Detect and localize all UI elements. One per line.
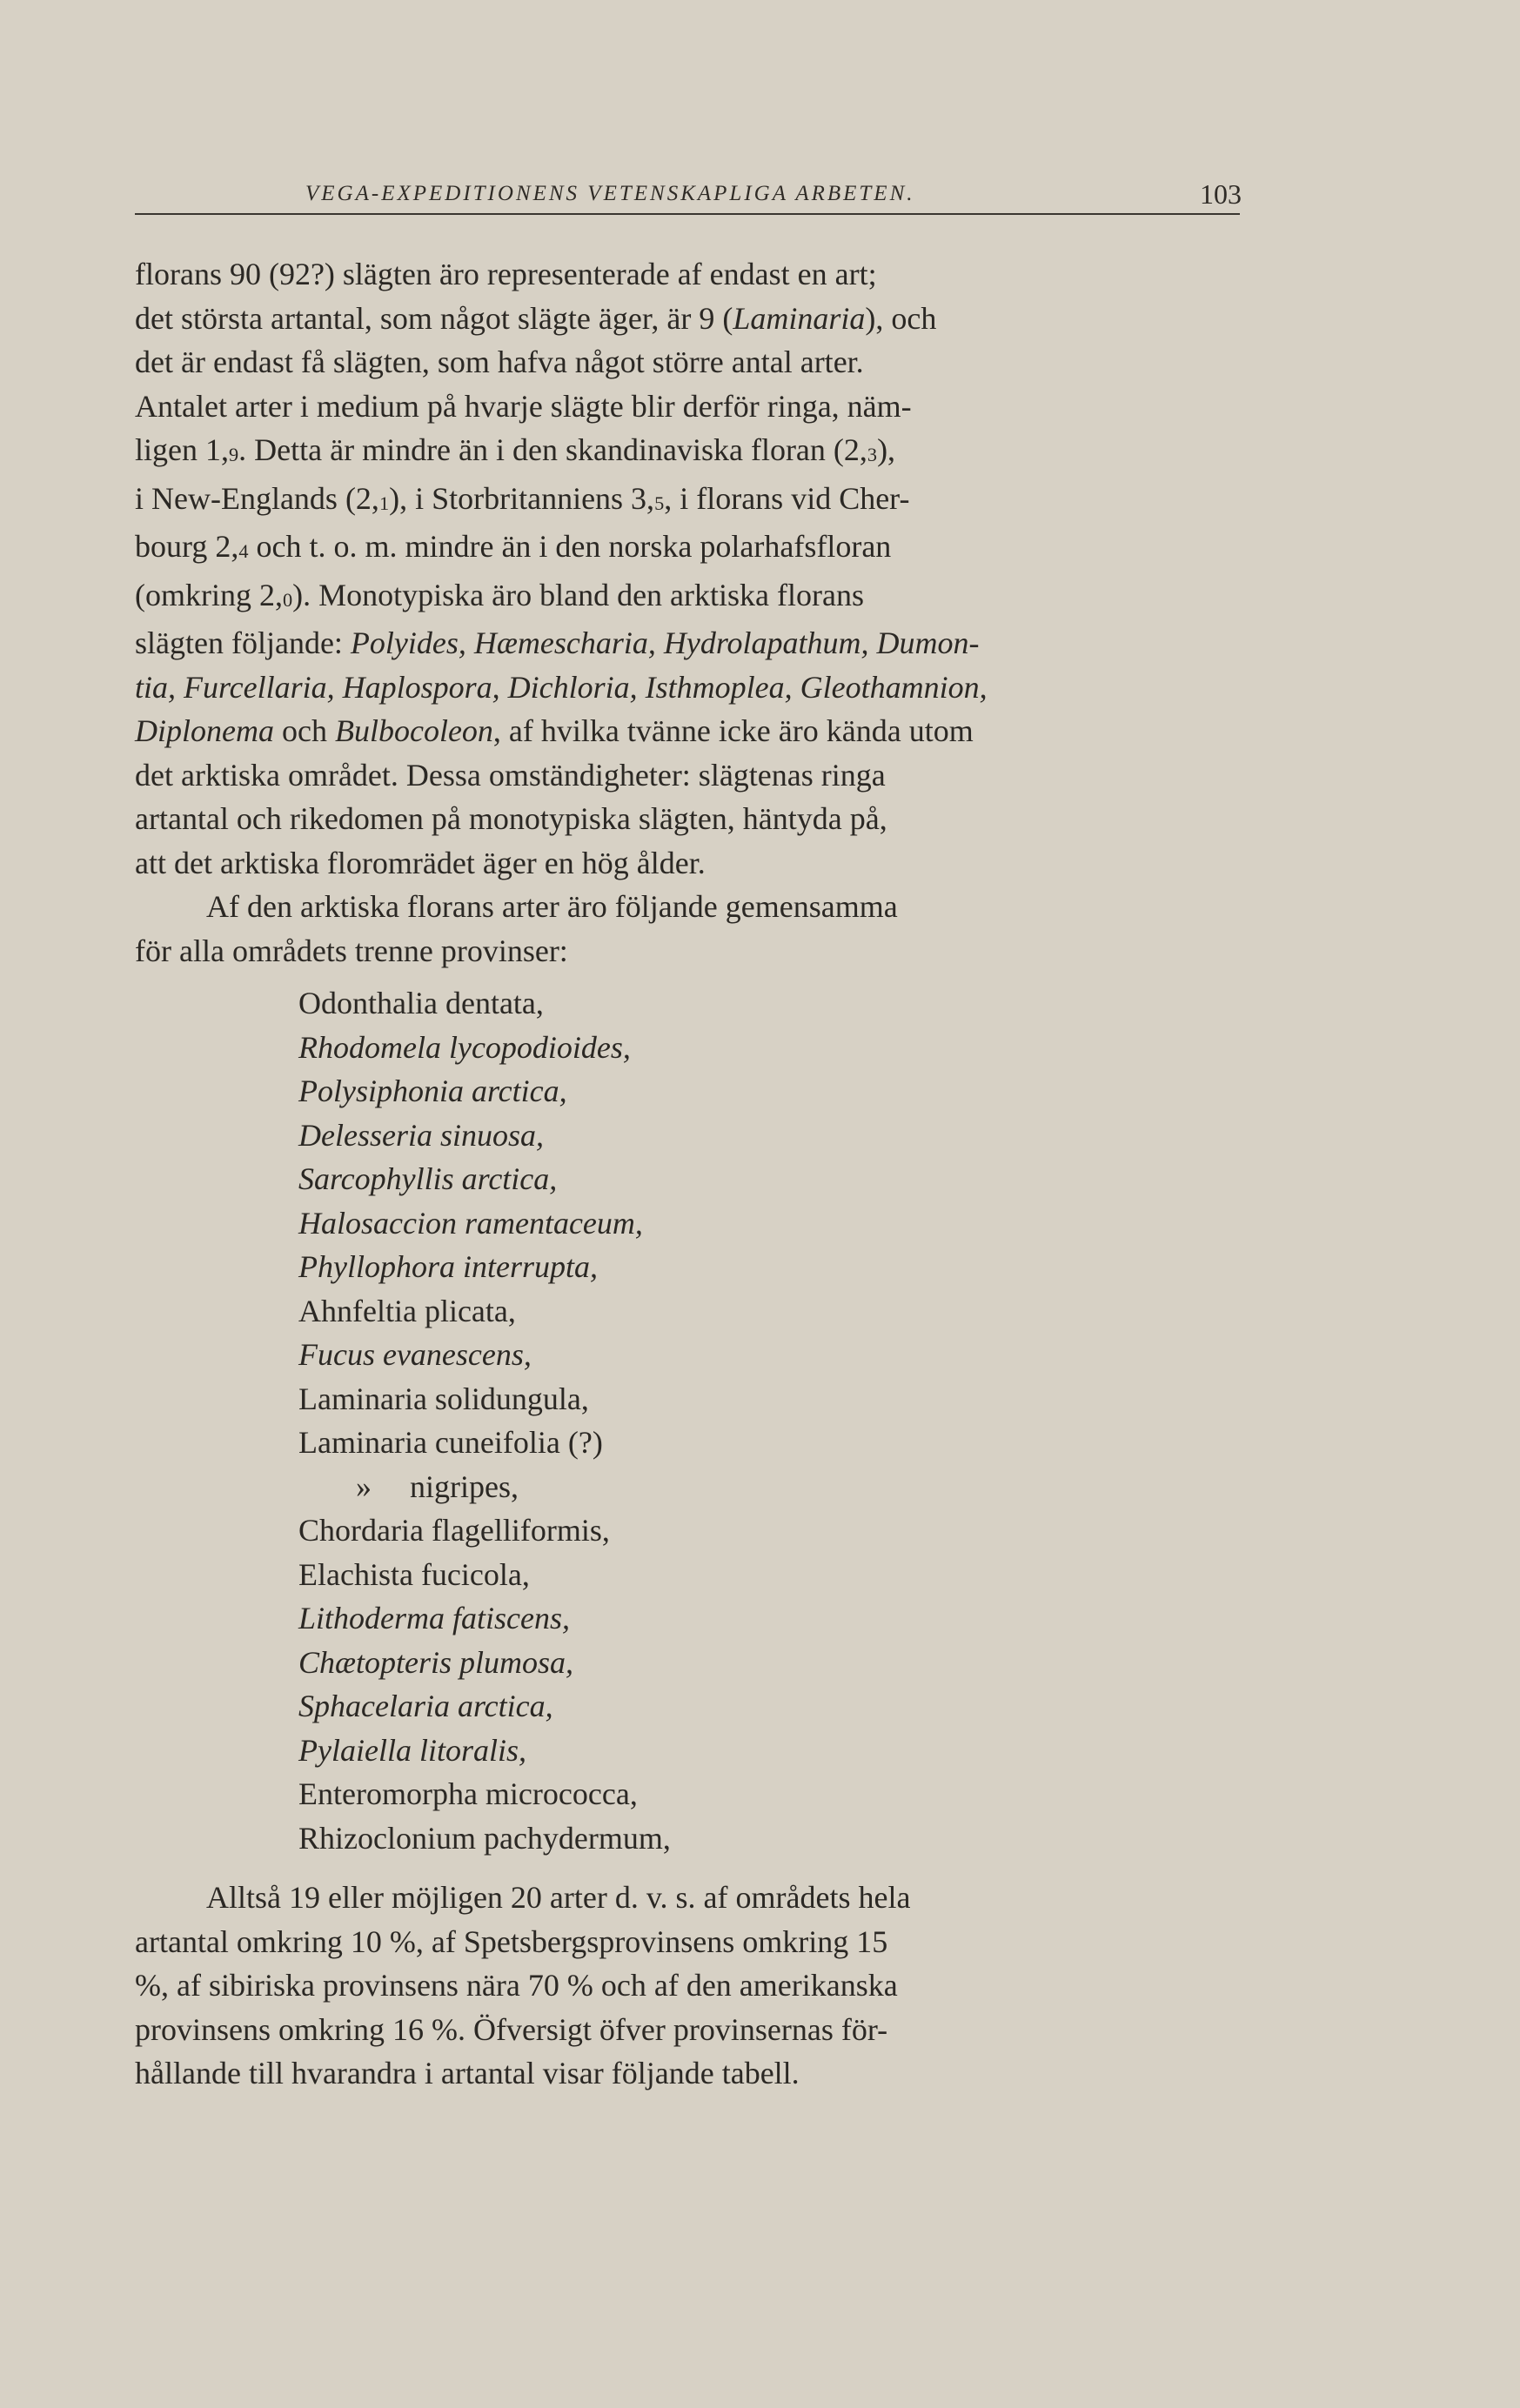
genus-names: Polyides, Hæmescharia, Hydrolapathum, Dumon- (350, 625, 980, 660)
text-run: för alla områdets trenne provinser: (135, 933, 568, 968)
text-run: artantal omkring 10 %, af Spetsbergsprovinsens omkring 15 (135, 1923, 888, 1959)
decimal-digit: 0 (282, 588, 293, 611)
text-run: artantal och rikedomen på monotypiska slägten, häntyda på, (135, 801, 887, 836)
text-run: , af hvilka tvänne icke äro kända utom (492, 713, 974, 748)
paragraph-genera-stats (135, 252, 1244, 885)
genus-names: tia, Furcellaria, Haplospora, Dichloria, Isthmoplea, Gleothamnion, (135, 669, 988, 705)
text-run: det arktiska området. Dessa omständigheter: slägtenas ringa (135, 757, 886, 793)
text-run: ligen 1, (135, 432, 229, 467)
species-item: Phyllophora interrupta, (298, 1249, 598, 1284)
species-name: nigripes, (410, 1468, 519, 1504)
species-item: Sarcophyllis arctica, (298, 1161, 558, 1196)
text-run: ), och (865, 300, 937, 336)
text-run: hållande till hvarandra i artantal visar följande tabell. (135, 2056, 800, 2090)
body-text (135, 252, 1244, 2096)
text-run: ). Monotypiska äro bland den arktiska florans (292, 577, 864, 612)
species-item: Rhodomela lycopodioides, (298, 1029, 631, 1065)
text-line (135, 621, 1244, 666)
species-item: Chætopteris plumosa, (298, 1644, 574, 1680)
species-item: Rhizoclonium pachydermum, (298, 1820, 671, 1856)
text-line (135, 2008, 1244, 2052)
text-line (135, 753, 1244, 798)
text-line (135, 885, 1244, 929)
text-run: att det arktiska floromrädet äger en hög ålder. (135, 845, 706, 880)
text-line (135, 573, 1244, 622)
text-run: (omkring 2, (135, 577, 283, 612)
species-item: Enteromorpha micrococca, (298, 1776, 638, 1811)
species-item: Halosaccion ramentaceum, (298, 1205, 643, 1241)
species-item: Laminaria solidungula, (298, 1381, 589, 1416)
text-line (135, 385, 1244, 429)
text-line (135, 1963, 1244, 2008)
decimal-digit: 1 (378, 492, 390, 514)
text-line (135, 297, 1244, 341)
text-run: och (273, 713, 335, 748)
paragraph-summary (135, 1876, 1244, 2096)
species-item: Elachista fucicola, (298, 1556, 530, 1592)
species-item: Fucus evanescens, (298, 1337, 532, 1372)
text-line (135, 428, 1244, 477)
species-item: Laminaria cuneifolia (?) (298, 1425, 603, 1460)
text-run: Af den arktiska florans arter äro följande gemensamma (206, 889, 898, 924)
decimal-digit: 4 (238, 540, 249, 563)
species-item: Lithoderma fatiscens, (298, 1601, 570, 1635)
text-run: slägten följande: (135, 625, 351, 660)
text-run: det är endast få slägten, som hafva något större antal arter. (135, 344, 864, 379)
species-item: Odonthalia dentata, (298, 986, 544, 1020)
genus-name: Bulbocoleon (334, 713, 493, 748)
text-run: ), i Storbritanniens 3, (389, 480, 655, 516)
text-run: %, af sibiriska provinsens nära 70 % och af den amerikanska (135, 1968, 898, 2003)
species-item: Sphacelaria arctica, (298, 1689, 553, 1723)
page-number: 103 (1200, 178, 1242, 210)
species-item: Ahnfeltia plicata, (298, 1293, 516, 1328)
decimal-digit: 5 (654, 492, 665, 514)
text-line (135, 1920, 1244, 1964)
text-run: ), (877, 432, 896, 467)
decimal-digit: 9 (228, 444, 239, 466)
text-run: , i florans vid Cher- (664, 480, 910, 516)
ditto-mark: » (356, 1468, 372, 1504)
text-line (135, 666, 1244, 710)
text-run: provinsens omkring 16 %. Öfversigt öfver provinsernas för- (135, 2011, 888, 2047)
species-list (135, 981, 1244, 1860)
genus-name: Laminaria (733, 300, 866, 336)
running-title: VEGA-EXPEDITIONENS VETENSKAPLIGA ARBETEN. (305, 182, 915, 205)
text-run: . Detta är mindre än i den skandinaviska floran (2, (238, 432, 867, 467)
text-line (135, 1876, 1244, 1920)
text-line (135, 709, 1244, 753)
text-run: det största artantal, som något slägte äger, är 9 ( (135, 300, 733, 336)
page-header (135, 178, 1240, 215)
text-run: bourg 2, (135, 529, 239, 564)
text-run: och t. o. m. mindre än i den norska polarhafsfloran (248, 529, 892, 564)
text-run: Antalet arter i medium på hvarje slägte blir derför ringa, näm- (135, 388, 912, 424)
text-line (135, 525, 1244, 573)
text-run: Alltså 19 eller möjligen 20 arter d. v. s. af områdets hela (206, 1880, 911, 1915)
text-line (135, 929, 1244, 973)
text-line (135, 252, 1244, 297)
text-line (135, 477, 1244, 525)
genus-name: Diplonema (135, 713, 274, 748)
text-run: i New-Englands (2, (135, 480, 379, 516)
text-line (135, 797, 1244, 841)
paragraph-common-species-intro (135, 885, 1244, 973)
species-item: Polysiphonia arctica, (298, 1074, 567, 1108)
text-line (135, 340, 1244, 385)
text-run: florans 90 (92?) slägten äro representerade af endast en art; (135, 257, 877, 291)
species-item: Pylaiella litoralis, (298, 1732, 526, 1768)
text-line (135, 2051, 1244, 2096)
species-item: Chordaria flagelliformis, (298, 1513, 610, 1548)
species-item (298, 1465, 1244, 1509)
species-item: Delesseria sinuosa, (298, 1117, 544, 1153)
text-line (135, 841, 1244, 886)
decimal-digit: 3 (867, 444, 878, 466)
